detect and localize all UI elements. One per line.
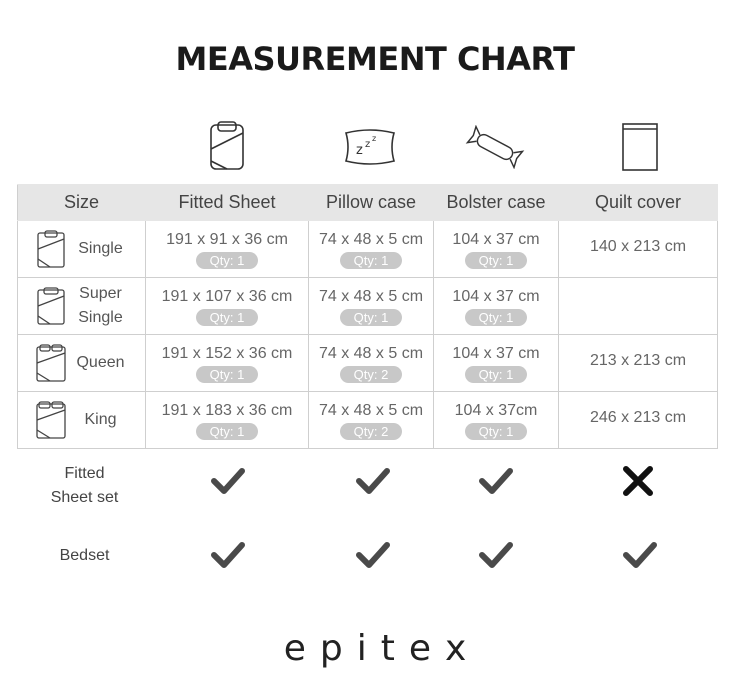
page-title: MEASUREMENT CHART <box>175 40 575 78</box>
table-cell <box>434 335 559 392</box>
check-icon <box>355 463 391 499</box>
table-cell <box>309 278 434 335</box>
set-label-fitted-sheet-set <box>17 462 152 510</box>
measurement: 191 x 152 x 36 cm <box>161 345 293 362</box>
measurement: 191 x 183 x 36 cm <box>161 402 293 419</box>
table-cell <box>146 392 309 449</box>
set-label-line: Sheet set <box>50 489 119 506</box>
brand-name: epite <box>283 628 445 669</box>
check-icon <box>210 537 246 573</box>
table-cell <box>309 221 434 278</box>
qty-badge: Qty: 2 <box>340 366 402 383</box>
qty-badge: Qty: 1 <box>196 309 258 326</box>
quilt-icon <box>610 120 670 174</box>
set-label-bedset: Bedset <box>59 547 110 564</box>
column-header-fitted-sheet: Fitted Sheet <box>146 185 309 221</box>
size-label-line: Single <box>78 309 123 326</box>
qty-badge: Qty: 1 <box>465 423 527 440</box>
measurement: 191 x 91 x 36 cm <box>166 231 288 248</box>
brand-name-end: x <box>444 628 467 669</box>
column-header-pillow-case: Pillow case <box>309 185 434 221</box>
table-cell <box>434 278 559 335</box>
table-row <box>18 278 718 335</box>
bolster-icon <box>465 120 525 174</box>
table-header-row <box>18 185 718 221</box>
bed-icon <box>36 286 66 326</box>
table-cell <box>309 335 434 392</box>
measurement: 104 x 37cm <box>454 402 538 419</box>
size-label: King <box>84 411 117 428</box>
brand-logo <box>0 628 750 669</box>
qty-badge: Qty: 1 <box>340 252 402 269</box>
table-cell <box>559 221 718 278</box>
fitted-sheet-icon <box>197 120 257 174</box>
bed-icon <box>36 343 66 383</box>
measurement: 74 x 48 x 5 cm <box>318 345 424 362</box>
size-label-line: Super <box>79 285 122 302</box>
table-cell <box>434 221 559 278</box>
table-cell <box>146 335 309 392</box>
check-icon <box>622 537 658 573</box>
measurement: 74 x 48 x 5 cm <box>318 402 424 419</box>
measurement-table <box>17 184 718 449</box>
qty-badge: Qty: 1 <box>340 309 402 326</box>
qty-badge: Qty: 1 <box>465 252 527 269</box>
bed-icon <box>36 229 66 269</box>
size-label: Single <box>78 240 123 257</box>
table-cell <box>146 278 309 335</box>
measurement: 104 x 37 cm <box>452 288 540 305</box>
pillow-icon <box>340 120 400 174</box>
svg-text:z: z <box>372 134 377 143</box>
measurement: 74 x 48 x 5 cm <box>318 231 424 248</box>
column-header-quilt-cover: Quilt cover <box>559 185 718 221</box>
size-label <box>66 282 145 330</box>
qty-badge: Qty: 1 <box>196 252 258 269</box>
table-row <box>18 392 718 449</box>
check-icon <box>355 537 391 573</box>
qty-badge: Qty: 1 <box>465 366 527 383</box>
table-cell <box>559 278 718 335</box>
column-header-bolster-case: Bolster case <box>434 185 559 221</box>
size-label: Queen <box>76 354 125 371</box>
table-row <box>18 221 718 278</box>
table-cell <box>146 221 309 278</box>
cross-icon <box>620 463 656 499</box>
table-cell <box>434 392 559 449</box>
qty-badge: Qty: 1 <box>196 366 258 383</box>
qty-badge: Qty: 1 <box>465 309 527 326</box>
qty-badge: Qty: 2 <box>340 423 402 440</box>
measurement: 140 x 213 cm <box>589 238 687 255</box>
column-header-size: Size <box>18 185 146 221</box>
measurement: 246 x 213 cm <box>589 409 687 426</box>
measurement: 191 x 107 x 36 cm <box>161 288 293 305</box>
qty-badge: Qty: 1 <box>196 423 258 440</box>
bed-icon <box>36 400 66 440</box>
svg-text:z: z <box>356 143 363 158</box>
measurement: 213 x 213 cm <box>589 352 687 369</box>
measurement: 104 x 37 cm <box>452 345 540 362</box>
set-label-line: Fitted <box>64 465 105 482</box>
svg-text:z: z <box>365 139 371 150</box>
measurement: 104 x 37 cm <box>452 231 540 248</box>
measurement: 74 x 48 x 5 cm <box>318 288 424 305</box>
check-icon <box>478 463 514 499</box>
check-icon <box>210 463 246 499</box>
table-cell <box>559 392 718 449</box>
table-cell <box>309 392 434 449</box>
check-icon <box>478 537 514 573</box>
table-row <box>18 335 718 392</box>
table-cell <box>559 335 718 392</box>
